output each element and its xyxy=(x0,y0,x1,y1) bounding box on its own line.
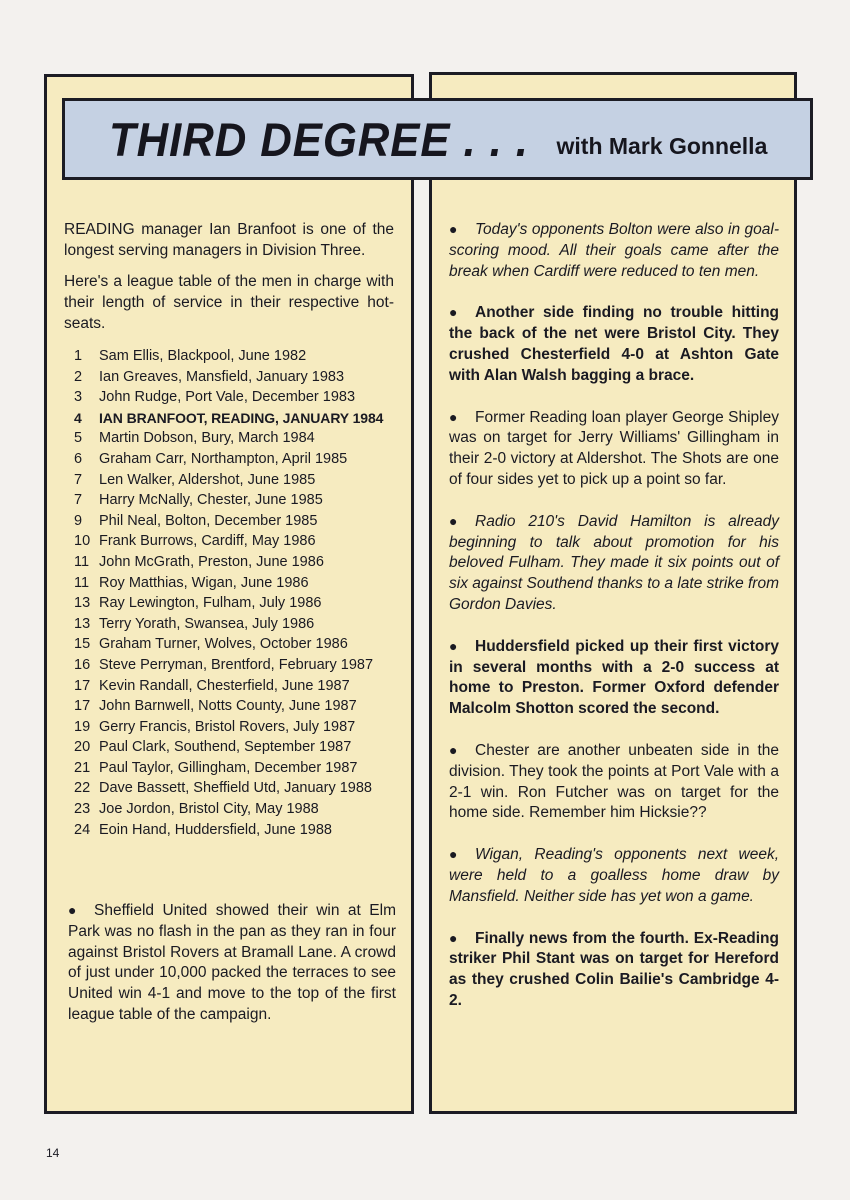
list-item: 20 Paul Clark, Southend, September 1987 xyxy=(74,739,352,756)
list-item: 22 Dave Bassett, Sheffield Utd, January 1988 xyxy=(74,780,372,797)
sheffield-item: ●Sheffield United showed their win at Elm Park was no flash in the pan as they ran in four against Bristol Rovers at Bramall Lane. A crowd of just under 10,000 packed the terraces to see United win 4-1 and move to the top of the first league table of the campaign. xyxy=(68,900,396,1026)
bullet-icon xyxy=(449,928,475,950)
list-item: 3 John Rudge, Port Vale, December 1983 xyxy=(74,389,356,406)
list-item: 19 Gerry Francis, Bristol Rovers, July 1987 xyxy=(74,718,356,735)
news-item: ●Chester are another unbeaten side in the division. They took the points at Port Vale with a 2-1 win. Ron Futcher was on target for the home side. Remember him Hicksie?? xyxy=(449,740,779,824)
managers-list xyxy=(64,346,394,840)
intro-paragraph: READING manager Ian Branfoot is one of the longest serving managers in Division Three. xyxy=(64,221,394,259)
bullet-icon xyxy=(449,844,475,866)
list-item: 7 Len Walker, Aldershot, June 1985 xyxy=(74,471,316,488)
bullet-icon xyxy=(449,407,475,429)
bullet-icon xyxy=(449,636,475,658)
title-banner xyxy=(62,98,813,180)
list-item: 16 Steve Perryman, Brentford, February 1987 xyxy=(74,656,374,673)
list-item: 5 Martin Dobson, Bury, March 1984 xyxy=(74,430,315,447)
list-item: 24 Eoin Hand, Huddersfield, June 1988 xyxy=(74,821,332,838)
bullet-icon xyxy=(68,900,94,922)
list-item: 11 Roy Matthias, Wigan, June 1986 xyxy=(74,574,309,591)
page-title: THIRD DEGREE . . . xyxy=(109,112,529,166)
news-item: ●Huddersfield picked up their first victory in several months with a 2-0 success at home to Preston. Former Oxford defender Malcolm Shotton scored the second. xyxy=(449,636,779,720)
news-item: ●Another side finding no trouble hitting the back of the net were Bristol City. They crushed Chesterfield 4-0 at Ashton Gate with Alan Walsh bagging a brace. xyxy=(449,302,779,386)
list-item: 13 Ray Lewington, Fulham, July 1986 xyxy=(74,595,322,612)
list-item: 1 Sam Ellis, Blackpool, June 1982 xyxy=(74,348,307,364)
list-item: 11 John McGrath, Preston, June 1986 xyxy=(74,553,324,570)
list-item: 21 Paul Taylor, Gillingham, December 1987 xyxy=(74,759,358,776)
list-item: 17 Kevin Randall, Chesterfield, June 1987 xyxy=(74,677,350,694)
list-item: 23 Joe Jordon, Bristol City, May 1988 xyxy=(74,801,319,818)
news-item: ●Former Reading loan player George Shipley was on target for Jerry Williams' Gillingham in their 2-0 victory at Aldershot. The Shots are one of four sides yet to pick up a point so far. xyxy=(449,407,779,491)
list-item: 7 Harry McNally, Chester, June 1985 xyxy=(74,492,323,509)
news-item: ●Wigan, Reading's opponents next week, were held to a goalless home draw by Mansfield. Neither side has yet won a game. xyxy=(449,844,779,907)
byline: with Mark Gonnella xyxy=(556,132,768,159)
bullet-icon xyxy=(449,740,475,762)
news-item: ●Finally news from the fourth. Ex-Reading striker Phil Stant was on target for Hereford as they crushed Colin Bailie's Cambridge 4-2. xyxy=(449,928,779,1012)
left-column-text xyxy=(64,219,394,840)
right-column-text xyxy=(449,219,779,1032)
intro-paragraph-2: Here's a league table of the men in charge with their length of service in their respective hot-seats. xyxy=(64,273,394,332)
bullet-icon xyxy=(449,511,475,533)
list-item: 10 Frank Burrows, Cardiff, May 1986 xyxy=(74,533,316,550)
list-item: 17 John Barnwell, Notts County, June 1987 xyxy=(74,698,357,715)
list-item: 9 Phil Neal, Bolton, December 1985 xyxy=(74,512,318,529)
list-item: 2 Ian Greaves, Mansfield, January 1983 xyxy=(74,368,345,385)
news-item: ●Radio 210's David Hamilton is already beginning to talk about promotion for his beloved Fulham. They made it six points out of six against Southend thanks to a late strike from Gordon Davies. xyxy=(449,511,779,616)
bullet-icon xyxy=(449,219,475,241)
page-number: 14 xyxy=(46,1146,60,1160)
list-item: 6 Graham Carr, Northampton, April 1985 xyxy=(74,450,348,467)
news-item: ●Today's opponents Bolton were also in goal-scoring mood. All their goals came after the break when Cardiff were reduced to ten men. xyxy=(449,219,779,282)
list-item-highlight: 4 IAN BRANFOOT, READING, JANUARY 1984 xyxy=(74,409,384,426)
bullet-icon xyxy=(449,302,475,324)
list-item: 15 Graham Turner, Wolves, October 1986 xyxy=(74,636,348,653)
list-item: 13 Terry Yorath, Swansea, July 1986 xyxy=(74,615,315,632)
